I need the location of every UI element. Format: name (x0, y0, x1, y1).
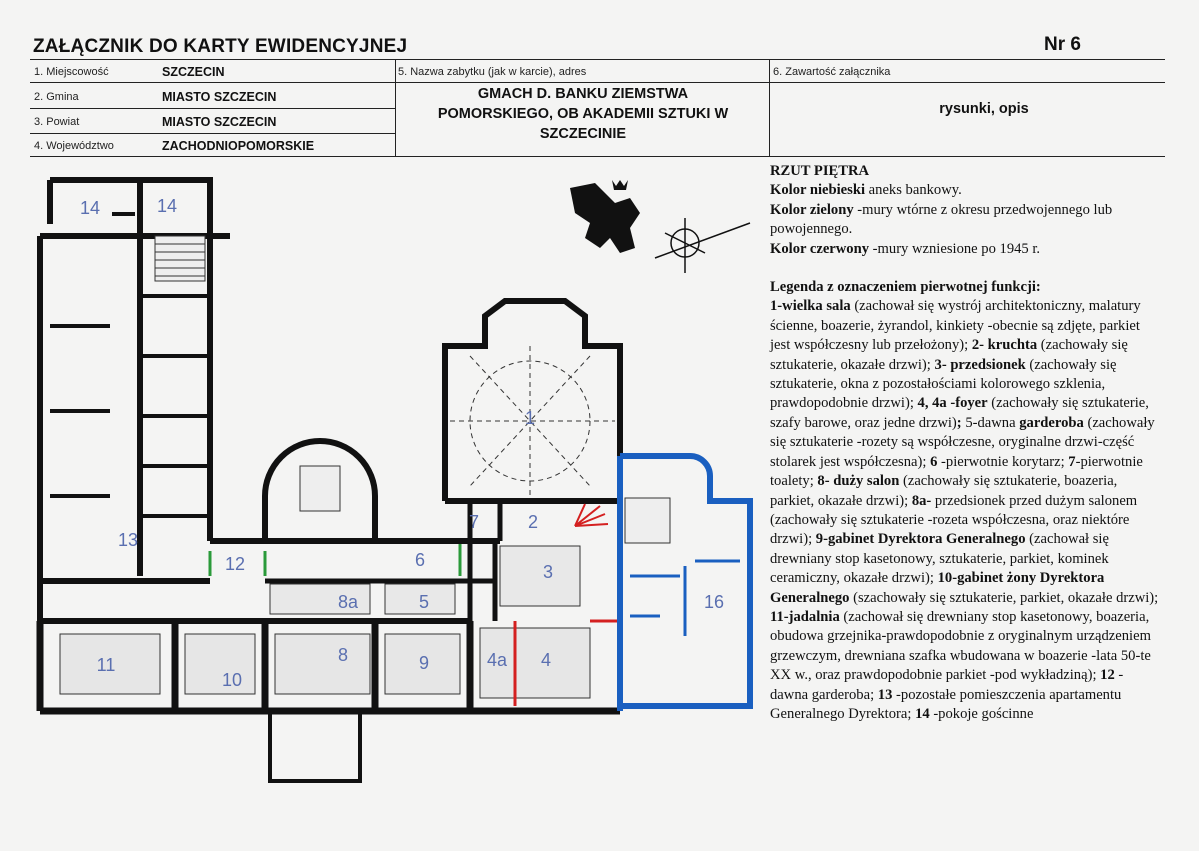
room-label-9: 9 (418, 653, 430, 673)
room-label-6: 6 (414, 550, 426, 570)
room-label-16: 16 (703, 592, 725, 612)
room-label-4: 4 (540, 650, 552, 670)
room-label-11: 11 (96, 655, 116, 675)
room-label-7: 7 (468, 512, 480, 532)
staircase-top (155, 236, 205, 281)
attachment-content: rysunki, opis (939, 101, 1029, 117)
legend-green-label: Kolor zielony (770, 201, 854, 218)
great-hall-walls (445, 301, 620, 501)
field-label-powiat: 3. Powiat (34, 116, 80, 128)
room-label-5: 5 (418, 592, 430, 612)
room-label-4a: 4a (486, 650, 508, 670)
monument-name-line: POMORSKIEGO, OB AKADEMII SZTUKI W (437, 106, 729, 122)
form-top-border (30, 59, 1165, 60)
field-value-powiat: MIASTO SZCZECIN (162, 115, 277, 129)
form-row-divider (30, 82, 1165, 83)
compass-rose-icon (655, 218, 750, 273)
field-label-zawartosc: 6. Zawartość załącznika (773, 66, 891, 78)
room-label-8a: 8a (337, 592, 359, 612)
room-label-8: 8 (337, 645, 349, 665)
field-value-miejscowosc: SZCZECIN (162, 65, 225, 79)
legend-red-label: Kolor czerwony (770, 240, 870, 257)
field-label-miejscowosc: 1. Miejscowość (34, 66, 109, 78)
left-wing-walls (50, 180, 210, 236)
room-label-14b: 14 (156, 196, 178, 216)
monument-name (396, 84, 770, 144)
document-number: Nr 6 (1044, 34, 1081, 55)
field-value-wojewodztwo: ZACHODNIOPOMORSKIE (162, 139, 315, 153)
legend-blue-label: Kolor niebieski (770, 182, 866, 199)
form-row-divider (30, 108, 396, 109)
legend-green-text: -mury wtórne z okresu przedwojennego lub powojennego. (770, 201, 1113, 238)
room-3-inner (500, 546, 580, 606)
document-title: ZAŁĄCZNIK DO KARTY EWIDENCYJNEJ (33, 36, 408, 57)
room-label-2: 2 (527, 512, 539, 532)
room-label-3: 3 (542, 562, 554, 582)
red-fan (575, 504, 608, 526)
griffin-icon (570, 183, 640, 253)
legend (770, 162, 1160, 724)
legend-blue-text: aneks bankowy. (865, 182, 962, 199)
room-8-ceiling (275, 634, 370, 694)
legend-functions-body: 1-wielka sala (zachował się wystrój architektoniczny, malatury ścienne, boazerie, żyrandol, kinkiety -obecnie są zdjęte, parkiet jest współczesny lub przełożony); 2- kruchta (zachowały się sztukaterie, okazałe drzwi); 3- przedsionek (zachowały się sztukaterie, okna z pozostałościami kolorowego szklenia, prawdopodobnie drzwi); 4, 4a -foyer (zachowały się sztukaterie, szafy barowe, oraz jedne drzwi); 5-dawna garderoba (zachowały się sztukaterie -rozety są współczesne, oryginalne drzwi-część stolarek jest współczesna); 6 -pierwotnie korytarz; 7-pierwotnie toalety; 8- duży salon (zachowały się sztukaterie, boazeria, parkiet, okazałe drzwi); 8a- przedsionek przed dużym salonem (zachowały się sztukaterie -rozeta współczesna, oraz niektóre drzwi); 9-gabinet Dyrektora Generalnego (zachował się drewniany stop kasetonowy, sztukaterie, parkiet, kominek ceramiczny, okazałe drzwi); 10-gabinet żony Dyrektora Generalnego (szachowały się sztukaterie, parkiet, okazałe drzwi); 11-jadalnia (zachował się drewniany stop kasetonowy, boazeria, obudowa grzejnika-prawdopodobnie z oryginalnym urządzeniem grzewczym, drewniana szafka wbudowana w boazerie -lata 50-te XX w., oraz prawdopodobnie parkiet -pod wykładziną); 12 -dawna garderoba; 13 -pozostałe pomieszczenia apartamentu Generalnego Dyrektora; 14 -pokoje gościnne (770, 298, 1159, 722)
room-label-12: 12 (224, 554, 246, 574)
field-value-gmina: MIASTO SZCZECIN (162, 90, 277, 104)
central-stair (300, 466, 340, 511)
room-label-10: 10 (221, 670, 243, 690)
legend-title: RZUT PIĘTRA (770, 163, 870, 179)
legend-functions-title: Legenda z oznaczeniem pierwotnej funkcji: (770, 279, 1041, 296)
form-row-divider (30, 133, 396, 134)
room-label-14a: 14 (79, 198, 101, 218)
form-bottom-border (30, 156, 1165, 157)
room-label-1: 1 (524, 408, 536, 428)
room-10-ceiling (185, 634, 255, 694)
field-label-nazwa: 5. Nazwa zabytku (jak w karcie), adres (398, 66, 587, 78)
crown-icon (612, 180, 628, 190)
balcony (270, 711, 360, 781)
field-label-wojewodztwo: 4. Województwo (34, 140, 114, 152)
monument-name-line: SZCZECINIE (539, 126, 627, 142)
griffin-compass-emblem (560, 178, 760, 298)
annex-stair (625, 498, 670, 543)
legend-red-text: -mury wzniesione po 1945 r. (869, 240, 1041, 257)
monument-name-line: GMACH D. BANKU ZIEMSTWA (477, 86, 689, 102)
field-label-gmina: 2. Gmina (34, 91, 79, 103)
room-label-13: 13 (117, 530, 139, 550)
